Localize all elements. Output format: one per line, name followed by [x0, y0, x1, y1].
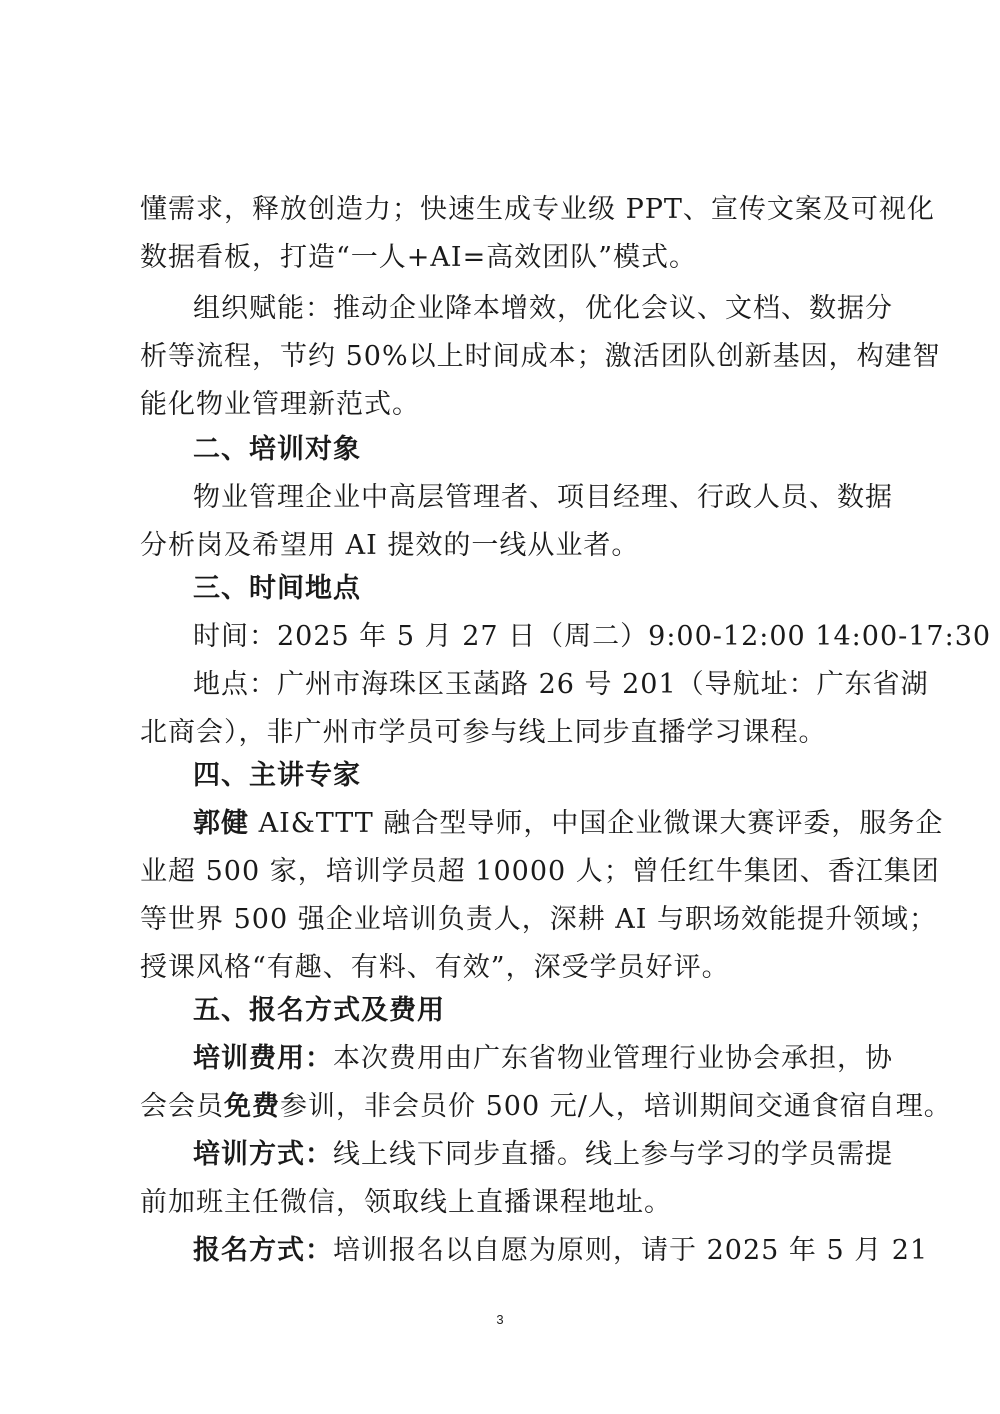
fee-text-2a: 会会员	[140, 1091, 224, 1122]
section-2-heading: 二、培训对象	[193, 434, 361, 465]
section-3-place-line-2: 北商会），非广州市学员可参与线上同步直播学习课程。	[140, 717, 827, 748]
signup-lead: 报名方式：	[193, 1235, 333, 1266]
fee-text-2c: 参训，非会员价 500 元/人，培训期间交通食宿自理。	[280, 1091, 952, 1122]
intro-line-1: 懂需求，释放创造力；快速生成专业级 PPT、宣传文案及可视化	[140, 194, 935, 225]
section-3-heading: 三、时间地点	[193, 573, 361, 604]
section-4-line-3: 等世界 500 强企业培训负责人，深耕 AI 与职场效能提升领域；	[140, 904, 938, 935]
section-4-heading: 四、主讲专家	[193, 760, 361, 791]
section-2-line-2: 分析岗及希望用 AI 提效的一线从业者。	[140, 530, 640, 561]
fee-text-1: 本次费用由广东省物业管理行业协会承担，协	[333, 1043, 893, 1074]
section-4-line-1	[193, 805, 944, 843]
section-2-line-1: 物业管理企业中高层管理者、项目经理、行政人员、数据	[193, 482, 893, 513]
expert-name: 郭健	[193, 808, 249, 839]
signup-text-1: 培训报名以自愿为原则，请于 2025 年 5 月 21	[333, 1235, 929, 1266]
org-empower-line-2: 析等流程，节约 50%以上时间成本；激活团队创新基因，构建智	[140, 341, 941, 372]
method-text-1: 线上线下同步直播。线上参与学习的学员需提	[333, 1139, 893, 1170]
fee-lead: 培训费用：	[193, 1043, 333, 1074]
section-4-line-4: 授课风格“有趣、有料、有效”，深受学员好评。	[140, 952, 730, 983]
fee-line-2	[140, 1088, 952, 1126]
method-line-2: 前加班主任微信，领取线上直播课程地址。	[140, 1187, 672, 1218]
section-4-line-2: 业超 500 家，培训学员超 10000 人；曾任红牛集团、香江集团	[140, 856, 940, 887]
signup-line-1	[193, 1232, 929, 1270]
section-5-heading: 五、报名方式及费用	[193, 995, 445, 1026]
method-line-1	[193, 1136, 893, 1174]
method-lead: 培训方式：	[193, 1139, 333, 1170]
section-3-place-line-1: 地点：广州市海珠区玉菡路 26 号 201（导航址：广东省湖	[193, 669, 929, 700]
section-3-time: 时间：2025 年 5 月 27 日（周二）9:00-12:00 14:00-17:30	[193, 621, 992, 652]
org-empower-line-1: 组织赋能：推动企业降本增效，优化会议、文档、数据分	[193, 293, 893, 324]
fee-line-1	[193, 1040, 893, 1078]
expert-bio-line-1: AI&TTT 融合型导师，中国企业微课大赛评委，服务企	[249, 808, 944, 839]
fee-free-emphasis: 免费	[224, 1091, 280, 1122]
intro-line-2: 数据看板，打造“一人+AI=高效团队”模式。	[140, 242, 698, 273]
page-number: 3	[496, 1312, 504, 1327]
org-empower-line-3: 能化物业管理新范式。	[140, 389, 420, 420]
